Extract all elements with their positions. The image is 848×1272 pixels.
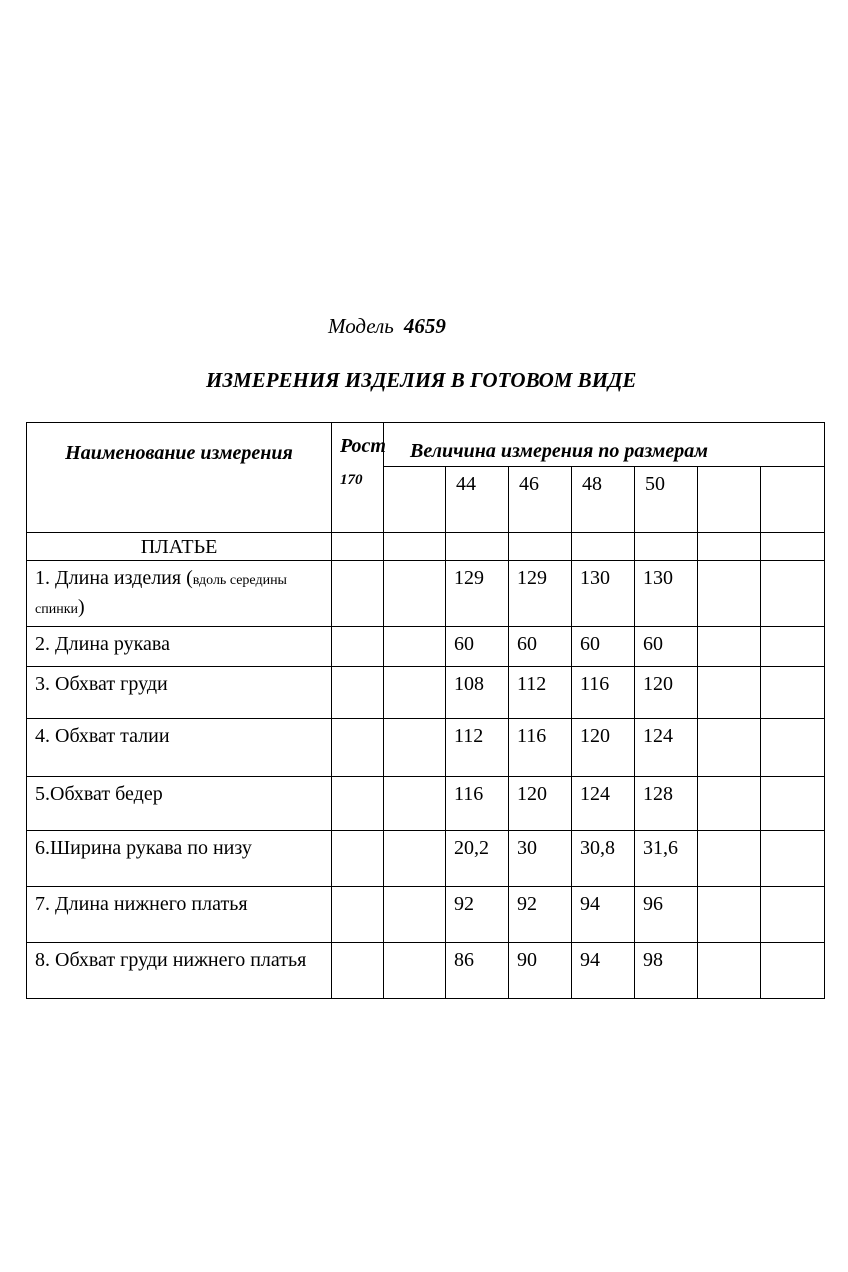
row-label: 6.Ширина рукава по низу [27, 831, 332, 887]
value-cell: 92 [446, 887, 509, 943]
size-header [698, 467, 761, 533]
sizes-header: Величина измерения по размерам [384, 423, 825, 467]
value-cell: 116 [572, 667, 635, 719]
table-row [27, 667, 825, 719]
row-label: 4. Обхват талии [27, 719, 332, 777]
value-cell: 120 [635, 667, 698, 719]
value-cell: 116 [446, 777, 509, 831]
value-cell: 130 [635, 561, 698, 627]
value-cell: 108 [446, 667, 509, 719]
model-label: Модель [328, 314, 394, 338]
size-header [761, 467, 825, 533]
document-title: ИЗМЕРЕНИЯ ИЗДЕЛИЯ В ГОТОВОМ ВИДЕ [206, 368, 637, 392]
rost-value: 170 [340, 472, 363, 488]
row-label-note: вдоль середины спинки [35, 573, 287, 617]
model-line [328, 314, 446, 339]
value-cell: 60 [635, 627, 698, 667]
table-row [27, 777, 825, 831]
rost-header [332, 423, 384, 533]
value-cell: 86 [446, 943, 509, 999]
table-row [27, 831, 825, 887]
value-cell: 124 [635, 719, 698, 777]
row-label: 3. Обхват груди [27, 667, 332, 719]
value-cell: 124 [572, 777, 635, 831]
value-cell: 112 [509, 667, 572, 719]
row-label: 5.Обхват бедер [27, 777, 332, 831]
value-cell: 120 [572, 719, 635, 777]
table-row [27, 719, 825, 777]
value-cell: 60 [509, 627, 572, 667]
table-row [27, 561, 825, 627]
value-cell: 98 [635, 943, 698, 999]
table-row [27, 627, 825, 667]
section-title: ПЛАТЬЕ [27, 533, 332, 561]
value-cell: 120 [509, 777, 572, 831]
value-cell: 60 [572, 627, 635, 667]
value-cell: 90 [509, 943, 572, 999]
table-row [27, 887, 825, 943]
size-header: 44 [446, 467, 509, 533]
measurements-table [26, 422, 825, 999]
size-header: 46 [509, 467, 572, 533]
row-label: 8. Обхват груди нижнего платья [27, 943, 332, 999]
value-cell: 116 [509, 719, 572, 777]
value-cell: 20,2 [446, 831, 509, 887]
value-cell: 94 [572, 943, 635, 999]
value-cell: 96 [635, 887, 698, 943]
value-cell: 130 [572, 561, 635, 627]
value-cell: 30,8 [572, 831, 635, 887]
value-cell: 92 [509, 887, 572, 943]
row-label: 1. Длина изделия (вдоль середины спинки) [27, 561, 332, 627]
name-header: Наименование измерения [27, 423, 332, 533]
value-cell: 129 [509, 561, 572, 627]
value-cell: 31,6 [635, 831, 698, 887]
size-header: 50 [635, 467, 698, 533]
size-spacer-cell [384, 467, 446, 533]
rost-label: Рост [340, 435, 386, 457]
value-cell: 129 [446, 561, 509, 627]
value-cell: 112 [446, 719, 509, 777]
row-label: 7. Длина нижнего платья [27, 887, 332, 943]
table-row [27, 943, 825, 999]
value-cell: 128 [635, 777, 698, 831]
row-label: 2. Длина рукава [27, 627, 332, 667]
size-header: 48 [572, 467, 635, 533]
value-cell: 94 [572, 887, 635, 943]
model-number: 4659 [403, 314, 446, 338]
value-cell: 60 [446, 627, 509, 667]
value-cell: 30 [509, 831, 572, 887]
